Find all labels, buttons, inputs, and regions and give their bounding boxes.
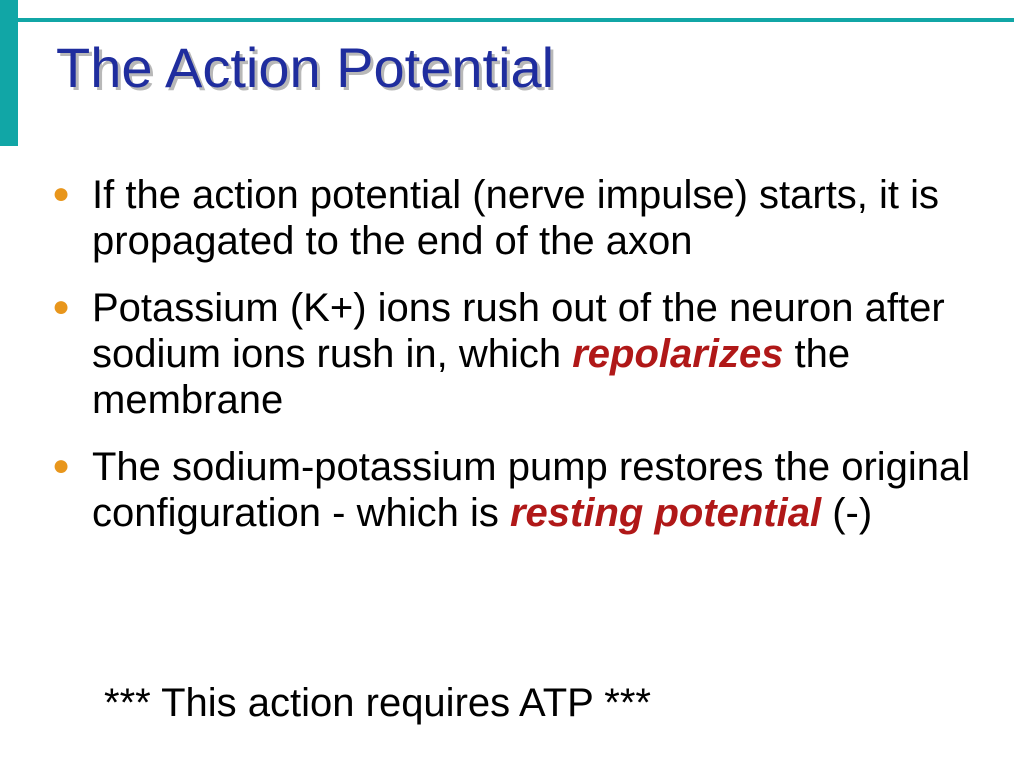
bullet-text-after: the membrane [92, 332, 851, 422]
slide-title: The Action Potential [56, 36, 555, 99]
emphasis-text: repolarizes [572, 332, 784, 376]
bullet-dot-icon: ● [52, 177, 71, 210]
top-rule [18, 18, 1014, 22]
bullet-text: The sodium-potassium pump restores the original configuration - which is [92, 445, 971, 535]
bullet-item [44, 444, 984, 536]
bullet-list [44, 172, 984, 557]
bullet-dot-icon: ● [52, 290, 71, 323]
emphasis-text: resting potential [509, 491, 822, 535]
bullet-text: If the action potential (nerve impulse) starts, it is propagated to the end of the axon [92, 173, 940, 263]
bullet-text: Potassium (K+) ions rush out of the neuron after sodium ions rush in, which [92, 286, 945, 376]
bullet-item [44, 172, 984, 264]
bullet-dot-icon: ● [52, 449, 71, 482]
accent-bar [0, 0, 18, 146]
bullet-text-after: (-) [821, 491, 873, 535]
atp-note: *** This action requires ATP *** [104, 681, 651, 725]
bullet-item [44, 285, 984, 423]
